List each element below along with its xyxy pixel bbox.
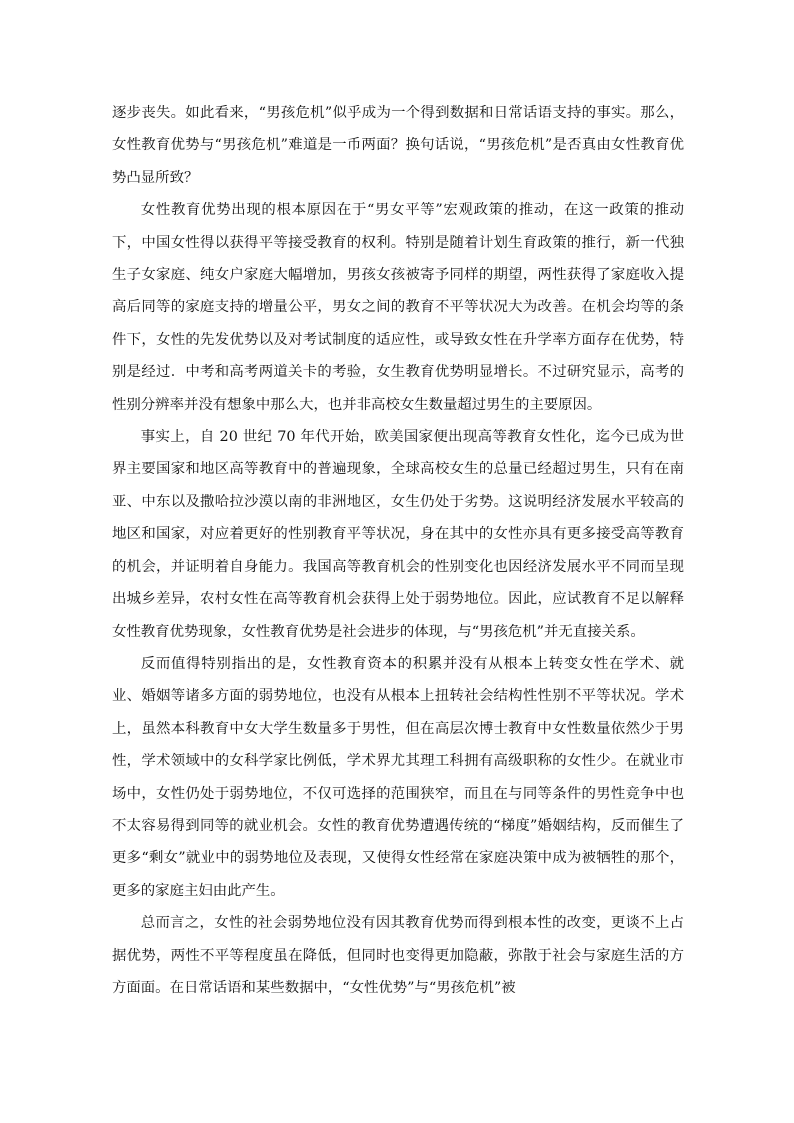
paragraph-global-trend: 事实上，自 20 世纪 70 年代开始，欧美国家便出现高等教育女性化，迄今已成为世界主要国家和地区高等教育中的普遍现象，全球高校女生的总量已经超过男生，只有在南亚、中东以及撒哈拉沙漠以南的非洲地区，女生仍处于劣势。这说明经济发展水平较高的地区和国家，对应着更好的性别教育平等状况，身在其中的女性亦具有更多接受高等教育的机会，并证明着自身能力。我国高等教育机会的性别变化也因经济发展水平不同而呈现出城乡差异，农村女性在高等教育机会获得上处于弱势地位。因此，应试教育不足以解释女性教育优势现象，女性教育优势是社会进步的体现，与“男孩危机”并无直接关系。 (112, 429, 684, 640)
paragraph-continuation: 逐步丧失。如此看来，“男孩危机”似乎成为一个得到数据和日常话语支持的事实。那么，女性教育优势与“男孩危机”难道是一币两面？换句话说，“男孩危机”是否真由女性教育优势凸显所致？ (112, 105, 684, 186)
article-body (112, 97, 684, 1004)
paragraph-root-cause: 女性教育优势出现的根本原因在于“男女平等”宏观政策的推动，在这一政策的推动下，中国女性得以获得平等接受教育的权利。特别是随着计划生育政策的推行，新一代独生子女家庭、纯女户家庭大幅增加，男孩女孩被寄予同样的期望，两性获得了家庭收入提高后同等的家庭支持的增量公平，男女之间的教育不平等状况大为改善。在机会均等的条件下，女性的先发优势以及对考试制度的适应性，或导致女性在升学率方面存在优势，特别是经过．中考和高考两道关卡的考验，女生教育优势明显增长。不过研究显示，高考的性别分辨率并没有想象中那么大，也并非高校女生数量超过男生的主要原因。 (112, 202, 684, 413)
paragraph-weak-position: 反而值得特别指出的是，女性教育资本的积累并没有从根本上转变女性在学术、就业、婚姻等诸多方面的弱势地位，也没有从根本上扭转社会结构性性别不平等状况。学术上，虽然本科教育中女大学生数量多于男性，但在高层次博士教育中女性数量依然少于男性，学术领域中的女科学家比例低，学术界尤其理工科拥有高级职称的女性少。在就业市场中，女性仍处于弱势地位，不仅可选择的范围狭窄，而且在与同等条件的男性竞争中也不太容易得到同等的就业机会。女性的教育优势遭遇传统的“梯度”婚姻结构，反而催生了更多“剩女”就业中的弱势地位及表现，又使得女性经常在家庭决策中成为被牺牲的那个，更多的家庭主妇由此产生。 (112, 655, 684, 899)
paragraph-conclusion: 总而言之，女性的社会弱势地位没有因其教育优势而得到根本性的改变，更谈不上占据优势，两性不平等程度虽在降低，但同时也变得更加隐蔽，弥散于社会与家庭生活的方方面面。在日常话语和某些数据中，“女性优势”与“男孩危机”被 (112, 915, 684, 996)
